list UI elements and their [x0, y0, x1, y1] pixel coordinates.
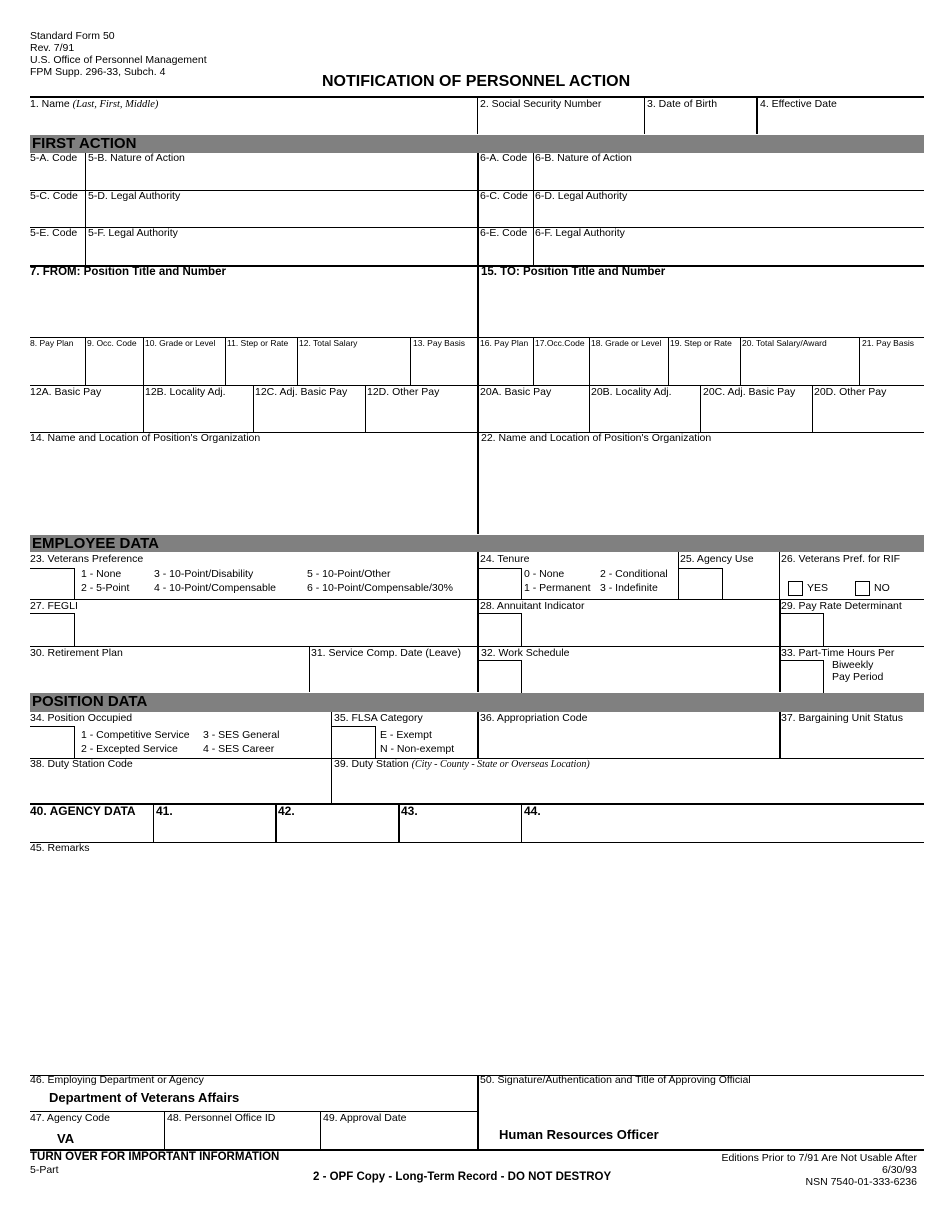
- divider: [589, 385, 590, 432]
- field-27-label[interactable]: 27. FEGLI: [30, 600, 78, 612]
- field-5b-label[interactable]: 5-B. Nature of Action: [88, 152, 185, 164]
- field-5e-label[interactable]: 5-E. Code: [30, 227, 78, 239]
- form-supplement: FPM Supp. 296-33, Subch. 4: [30, 66, 166, 78]
- vp-option-6: 6 - 10-Point/Compensable/30%: [307, 582, 453, 594]
- field-12c-label[interactable]: 12C. Adj. Basic Pay: [255, 386, 348, 398]
- field-32-code-box[interactable]: [477, 660, 522, 693]
- field-25-label[interactable]: 25. Agency Use: [680, 553, 754, 565]
- divider: [320, 1111, 321, 1150]
- field-33-pay-period: Pay Period: [832, 671, 884, 683]
- employing-agency-value: Department of Veterans Affairs: [49, 1090, 240, 1105]
- field-11-label[interactable]: 11. Step or Rate: [227, 338, 289, 348]
- field-33-biweekly: Biweekly: [832, 659, 874, 671]
- divider: [812, 385, 813, 432]
- nsn-number: NSN 7540-01-333-6236: [805, 1176, 917, 1188]
- po-option-4: 4 - SES Career: [203, 743, 275, 755]
- tenure-option-2: 2 - Conditional: [600, 568, 668, 580]
- editions-note: Editions Prior to 7/91 Are Not Usable After: [721, 1152, 917, 1164]
- field-6f-label[interactable]: 6-F. Legal Authority: [535, 227, 625, 239]
- part-label: 5-Part: [30, 1164, 59, 1176]
- field-48-label[interactable]: 48. Personnel Office ID: [167, 1112, 276, 1124]
- from-position-title-label[interactable]: 7. FROM: Position Title and Number: [30, 266, 226, 278]
- field-39-text: 39. Duty Station: [334, 758, 409, 770]
- rif-no-label: NO: [874, 582, 890, 594]
- field-19-label[interactable]: 19. Step or Rate: [670, 338, 732, 348]
- section-first-action-label: FIRST ACTION: [32, 135, 137, 152]
- field-29-code-box[interactable]: [779, 613, 824, 646]
- approving-official-title-value: Human Resources Officer: [499, 1127, 659, 1142]
- field-33-label[interactable]: 33. Part-Time Hours Per: [781, 647, 895, 659]
- field-20b-label[interactable]: 20B. Locality Adj.: [591, 386, 672, 398]
- divider: [331, 758, 332, 804]
- section-employee-data-label: EMPLOYEE DATA: [32, 535, 159, 552]
- field-12d-label[interactable]: 12D. Other Pay: [367, 386, 440, 398]
- field-44-label[interactable]: 44.: [524, 804, 541, 818]
- field-5a-label[interactable]: 5-A. Code: [30, 152, 78, 164]
- section-first-action: [30, 135, 924, 153]
- field-21-label[interactable]: 21. Pay Basis: [862, 338, 914, 348]
- field-20d-label[interactable]: 20D. Other Pay: [814, 386, 887, 398]
- divider: [533, 337, 534, 385]
- divider: [779, 552, 780, 600]
- divider: [740, 337, 741, 385]
- field-38-label[interactable]: 38. Duty Station Code: [30, 758, 133, 770]
- divider: [398, 804, 400, 842]
- field-24-code-box[interactable]: [477, 568, 522, 600]
- field-36-label[interactable]: 36. Appropriation Code: [480, 712, 588, 724]
- field-14-label[interactable]: 14. Name and Location of Position's Organization: [30, 432, 261, 444]
- effective-date-field-label[interactable]: 4. Effective Date: [760, 98, 837, 110]
- field-6d-label[interactable]: 6-D. Legal Authority: [535, 190, 628, 202]
- form-number: Standard Form 50: [30, 30, 115, 42]
- field-43-label[interactable]: 43.: [401, 804, 418, 818]
- tenure-option-3: 3 - Indefinite: [600, 582, 658, 594]
- field-40-label: 40. AGENCY DATA: [30, 804, 136, 818]
- divider: [143, 385, 144, 432]
- field-6c-label[interactable]: 6-C. Code: [480, 190, 528, 202]
- field-20a-label[interactable]: 20A. Basic Pay: [480, 386, 552, 398]
- field-35-code-box[interactable]: [331, 726, 376, 758]
- field-18-label[interactable]: 18. Grade or Level: [591, 338, 662, 348]
- divider: [477, 266, 479, 534]
- vp-option-1: 1 - None: [81, 568, 122, 580]
- field-6e-label[interactable]: 6-E. Code: [480, 227, 528, 239]
- rif-no-checkbox[interactable]: [855, 581, 870, 596]
- field-45-remarks-label[interactable]: 45. Remarks: [30, 842, 90, 854]
- editions-date: 6/30/93: [881, 1164, 917, 1176]
- copy-designation: 2 - OPF Copy - Long-Term Record - DO NOT DESTROY: [313, 1171, 612, 1183]
- field-20-label[interactable]: 20. Total Salary/Award: [742, 338, 827, 348]
- divider: [143, 337, 144, 385]
- page-title: NOTIFICATION OF PERSONNEL ACTION: [322, 73, 631, 90]
- name-label-text: 1. Name: [30, 98, 70, 110]
- name-field-label[interactable]: [30, 98, 158, 111]
- field-34-label[interactable]: 34. Position Occupied: [30, 712, 133, 724]
- divider: [164, 1111, 165, 1150]
- field-16-label[interactable]: 16. Pay Plan: [480, 338, 529, 348]
- agency-code-value: VA: [57, 1131, 75, 1146]
- field-25-code-box[interactable]: [678, 568, 723, 600]
- section-position-data-label: POSITION DATA: [32, 693, 148, 710]
- field-42-label[interactable]: 42.: [278, 804, 295, 818]
- section-position-data: [30, 693, 924, 712]
- divider: [477, 1075, 479, 1150]
- tenure-option-1: 1 - Permanent: [524, 582, 591, 594]
- field-34-code-box[interactable]: [30, 726, 75, 758]
- field-6b-label[interactable]: 6-B. Nature of Action: [535, 152, 632, 164]
- divider: [589, 337, 590, 385]
- field-17-label[interactable]: 17.Occ.Code: [535, 338, 585, 348]
- field-39-label[interactable]: [334, 758, 590, 771]
- field-35-label[interactable]: 35. FLSA Category: [334, 712, 423, 724]
- form-revision: Rev. 7/91: [30, 42, 75, 54]
- name-hint: (Last, First, Middle): [72, 99, 159, 110]
- divider: [756, 97, 758, 134]
- field-5d-label[interactable]: 5-D. Legal Authority: [88, 190, 181, 202]
- field-50-label[interactable]: 50. Signature/Authentication and Title of Approving Official: [480, 1074, 751, 1086]
- divider: [85, 337, 86, 385]
- field-37-label[interactable]: 37. Bargaining Unit Status: [781, 712, 903, 724]
- field-23-label[interactable]: 23. Veterans Preference: [30, 553, 144, 565]
- field-13-label[interactable]: 13. Pay Basis: [413, 338, 465, 348]
- field-41-label[interactable]: 41.: [156, 804, 173, 818]
- tenure-option-0: 0 - None: [524, 568, 565, 580]
- divider: [253, 385, 254, 432]
- divider: [153, 804, 154, 842]
- divider: [644, 97, 645, 134]
- field-27-code-box[interactable]: [30, 613, 75, 646]
- field-8-label[interactable]: 8. Pay Plan: [30, 338, 74, 348]
- field-28-label[interactable]: 28. Annuitant Indicator: [480, 600, 585, 612]
- field-10-label[interactable]: 10. Grade or Level: [145, 338, 216, 348]
- field-5c-label[interactable]: 5-C. Code: [30, 190, 78, 202]
- field-30-label[interactable]: 30. Retirement Plan: [30, 647, 123, 659]
- divider: [668, 337, 669, 385]
- field-28-code-box[interactable]: [477, 613, 522, 646]
- divider: [309, 646, 310, 692]
- vp-option-4: 4 - 10-Point/Compensable: [154, 582, 276, 594]
- divider: [533, 153, 534, 265]
- po-option-1: 1 - Competitive Service: [81, 729, 190, 741]
- field-49-label[interactable]: 49. Approval Date: [323, 1112, 407, 1124]
- divider: [225, 337, 226, 385]
- po-option-2: 2 - Excepted Service: [81, 743, 178, 755]
- field-33-hours-box[interactable]: [779, 660, 824, 693]
- field-12b-label[interactable]: 12B. Locality Adj.: [145, 386, 226, 398]
- flsa-option-e: E - Exempt: [380, 729, 432, 741]
- section-employee-data: [30, 535, 924, 552]
- divider: [477, 712, 479, 758]
- divider: [859, 337, 860, 385]
- divider: [477, 153, 479, 265]
- field-5f-label[interactable]: 5-F. Legal Authority: [88, 227, 178, 239]
- field-12-label[interactable]: 12. Total Salary: [299, 338, 358, 348]
- divider: [521, 804, 522, 842]
- field-24-label[interactable]: 24. Tenure: [480, 553, 530, 565]
- rif-yes-label: YES: [807, 582, 829, 594]
- divider: [85, 153, 86, 265]
- divider: [410, 337, 411, 385]
- field-20c-label[interactable]: 20C. Adj. Basic Pay: [703, 386, 796, 398]
- field-6a-label[interactable]: 6-A. Code: [480, 152, 528, 164]
- dob-field-label[interactable]: 3. Date of Birth: [647, 98, 718, 110]
- divider: [297, 337, 298, 385]
- field-32-label[interactable]: 32. Work Schedule: [481, 647, 570, 659]
- field-29-label[interactable]: 29. Pay Rate Determinant: [781, 600, 902, 612]
- flsa-option-n: N - Non-exempt: [380, 743, 455, 755]
- field-31-label[interactable]: 31. Service Comp. Date (Leave): [311, 647, 461, 659]
- divider: [275, 804, 277, 842]
- field-39-hint: (City - County - State or Overseas Location): [411, 759, 590, 770]
- to-position-title-label[interactable]: 15. TO: Position Title and Number: [481, 266, 666, 278]
- divider: [477, 97, 478, 134]
- field-22-label[interactable]: 22. Name and Location of Position's Organization: [481, 432, 712, 444]
- divider: [365, 385, 366, 432]
- vp-option-5: 5 - 10-Point/Other: [307, 568, 391, 580]
- po-option-3: 3 - SES General: [203, 729, 280, 741]
- field-23-code-box[interactable]: [30, 568, 75, 600]
- turn-over-notice: TURN OVER FOR IMPORTANT INFORMATION: [30, 1151, 280, 1163]
- vp-option-3: 3 - 10-Point/Disability: [154, 568, 254, 580]
- divider: [700, 385, 701, 432]
- vp-option-2: 2 - 5-Point: [81, 582, 130, 594]
- ssn-field-label[interactable]: 2. Social Security Number: [480, 98, 602, 110]
- field-12a-label[interactable]: 12A. Basic Pay: [30, 386, 102, 398]
- field-46-label[interactable]: 46. Employing Department or Agency: [30, 1074, 204, 1086]
- form-agency: U.S. Office of Personnel Management: [30, 54, 207, 66]
- field-47-label[interactable]: 47. Agency Code: [30, 1112, 110, 1124]
- rif-yes-checkbox[interactable]: [788, 581, 803, 596]
- field-26-label[interactable]: 26. Veterans Pref. for RIF: [781, 553, 901, 565]
- field-9-label[interactable]: 9. Occ. Code: [87, 338, 137, 348]
- rule: [30, 842, 924, 843]
